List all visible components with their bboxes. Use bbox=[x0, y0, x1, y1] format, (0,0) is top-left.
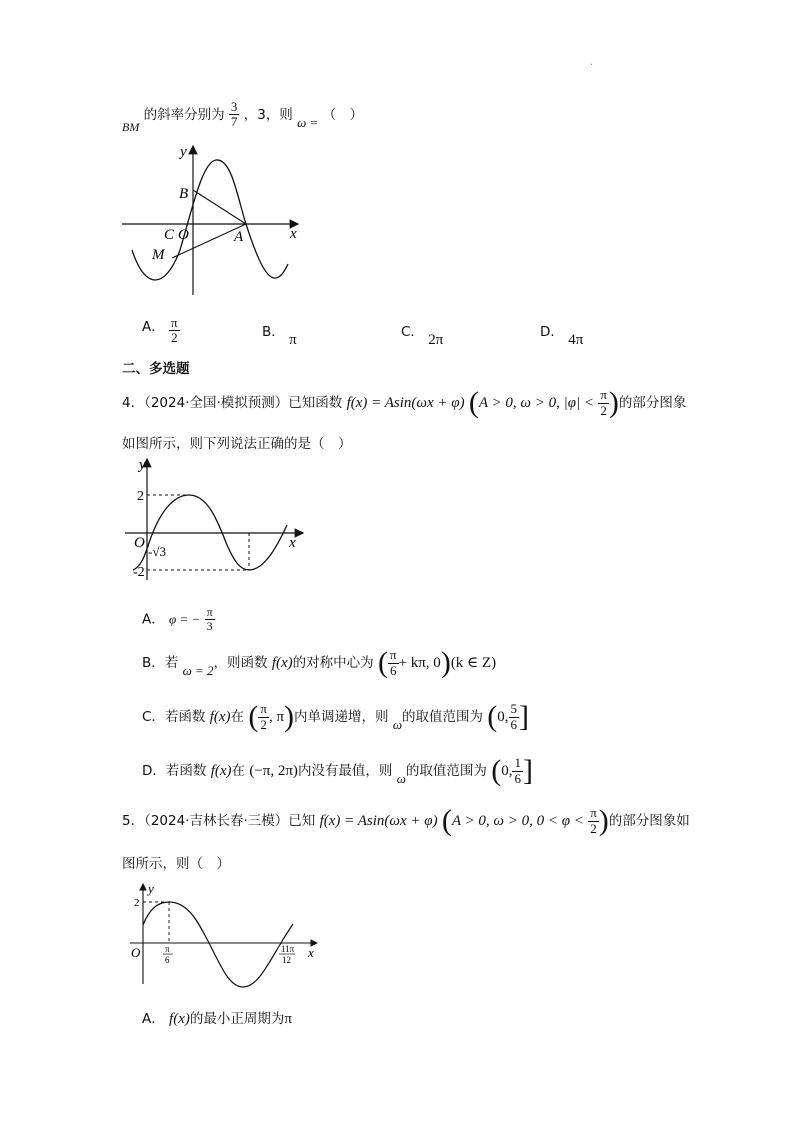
q4-condition: A > 0, ω > 0, |φ| < bbox=[478, 395, 595, 411]
q4-stem-line2: 如图所示，则下列说法正确的是（ ） bbox=[122, 436, 352, 452]
section-title: 二、多选题 bbox=[122, 361, 190, 377]
q5-stem: 5．（2024·吉林长春·三模）已知 f(x) = Asin(ωx + φ) (A > 0, ω > 0, 0 < φ < $\frac{\pi}{2}$ )的部分图象如 bbox=[122, 804, 690, 837]
q4-source: （2024·全国·模拟预测） bbox=[144, 395, 289, 411]
origin-label: O bbox=[131, 945, 141, 960]
q4-option-b: B．若 ω = 2，则函数 f(x)的对称中心为 ( $\frac{\pi}{6}$ + kπ, 0)(k ∈ Z) bbox=[142, 646, 497, 679]
tick-neg-two: -2 bbox=[133, 565, 145, 580]
q3-choice-d: D． 4π bbox=[540, 324, 584, 348]
omega-eq: ω = bbox=[297, 114, 319, 130]
y-label: y bbox=[148, 881, 154, 896]
q4-graph bbox=[125, 455, 310, 585]
q5-function: f(x) = Asin(ωx + φ) bbox=[319, 813, 438, 829]
x-label: x bbox=[289, 535, 296, 551]
q3-stem-tail: 的斜率分别为 bbox=[143, 106, 225, 123]
origin-label: O bbox=[178, 227, 189, 243]
q3-slope-sep: ，3，则 bbox=[243, 106, 293, 123]
q5-graph bbox=[125, 880, 325, 990]
q5-source: （2024·吉林长春·三模） bbox=[144, 813, 289, 829]
q5-option-a: A． f(x)的最小正周期为π bbox=[142, 1011, 292, 1027]
tick-end-num: 11π bbox=[281, 944, 295, 954]
q5-stem-line2: 图所示，则（ ） bbox=[122, 856, 230, 872]
tick-neg-sqrt3: -√3 bbox=[148, 544, 166, 559]
q3-choice-b: B． π bbox=[262, 324, 297, 348]
q3-blank: （ ） bbox=[322, 106, 364, 123]
bm-label: BM bbox=[122, 119, 140, 134]
tick-end-den: 12 bbox=[282, 955, 291, 965]
q4-option-a: A． φ = − $\frac{\pi}{3}$ bbox=[142, 605, 213, 634]
q3-graph bbox=[120, 140, 305, 300]
q4-stem: 4．（2024·全国·模拟预测）已知函数 f(x) = Asin(ωx + φ) (A > 0, ω > 0, |φ| < $\frac{\pi}{2}$ )的部分图象 bbox=[122, 386, 687, 419]
q3-choice-c: C． 2π bbox=[401, 324, 444, 348]
x-label: x bbox=[290, 226, 297, 242]
q3-stem bbox=[122, 99, 364, 134]
slope-fraction: $\frac{3}{7}$ bbox=[230, 99, 238, 130]
point-c-label: C bbox=[164, 227, 175, 243]
q4-option-c: C．若函数 f(x)在 ( $\frac{\pi}{2}$ , π)内单调递增，则 ω的取值范围为 (0, $\frac{5}{6}$ ] bbox=[142, 700, 530, 733]
point-b-label: B bbox=[179, 186, 189, 202]
tick-pi6-num: π bbox=[165, 944, 170, 954]
q5-condition: A > 0, ω > 0, 0 < φ < bbox=[451, 813, 584, 829]
origin-label: O bbox=[134, 535, 145, 551]
q4-option-d: D．若函数 f(x)在 (−π, 2π)内没有最值，则 ω的取值范围为 (0, $\frac{1}{6}$ ] bbox=[142, 754, 533, 787]
q4-function: f(x) = Asin(ωx + φ) bbox=[346, 395, 465, 411]
tick-two: 2 bbox=[134, 897, 140, 909]
corner-mark: · bbox=[590, 60, 594, 71]
point-m-label: M bbox=[152, 247, 165, 263]
x-label: x bbox=[308, 945, 314, 960]
point-a-label: A bbox=[234, 229, 244, 245]
tick-two: 2 bbox=[137, 489, 144, 504]
tick-pi6-den: 6 bbox=[165, 955, 170, 965]
q3-choice-a: A． $\frac{\pi}{2}$ bbox=[142, 315, 178, 346]
y-label: y bbox=[139, 457, 146, 473]
choice-a-fraction: $\frac{\pi}{2}$ bbox=[171, 315, 178, 346]
y-label: y bbox=[180, 144, 187, 160]
